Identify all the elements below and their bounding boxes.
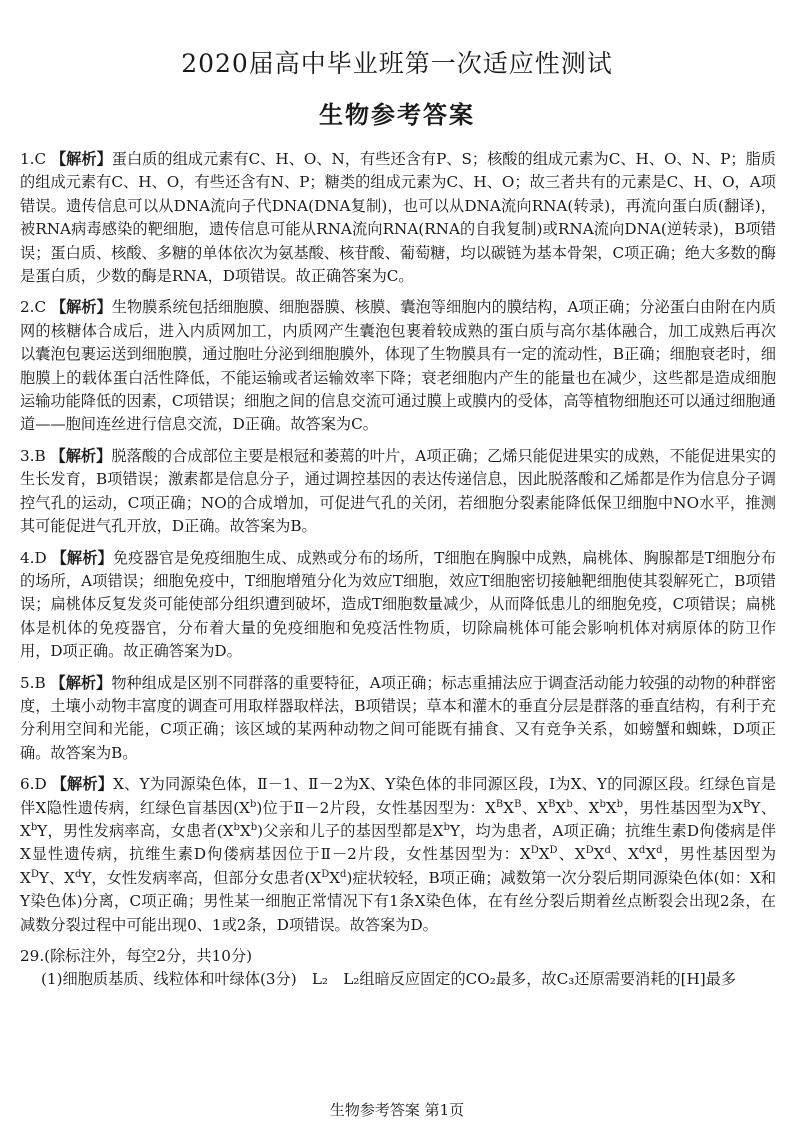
question-29-part-1: (1)细胞质基质、线粒体和叶绿体(3分) L₂ L₂组暗反应固定的CO₂最多，故C₃还原需要消耗的[H]最多 <box>41 970 737 989</box>
answer-item-29 <box>20 945 776 992</box>
page-title: 2020届高中毕业班第一次适应性测试 <box>181 49 613 78</box>
item-number: 3.B <box>20 446 46 465</box>
answer-item-6 <box>20 773 776 937</box>
analysis-tag: 【解析】 <box>51 548 113 567</box>
item-text: 蛋白质的组成元素有C、H、O、N，有些还含有P、S；核酸的组成元素为C、H、O、N、P；脂质的组成元素有C、H、O，有些还含有N、P；糖类的组成元素为C、H、O；故三者共有的元素是C、H、O，A项错误。遗传信息可以从DNA流向子代DNA(DNA复制)，也可以从DNA流向RNA(转录)，再流向蛋白质(翻译)，被RNA病毒感染的靶细胞，遗传信息可能从RNA流向RNA(RNA的自我复制)或RNA流向DNA(逆转录)，B项错误；蛋白质、核酸、多糖的单体依次为氨基酸、核苷酸、葡萄糖，均以碳链为基本骨架，C项正确；绝大多数的酶是蛋白质，少数的酶是RNA，D项错误。故正确答案为C。 <box>20 150 776 286</box>
item-text: X、Y为同源染色体，Ⅱ－1、Ⅱ－2为X、Y染色体的非同源区段，Ⅰ为X、Y的同源区段。红绿色盲是伴X隐性遗传病，红绿色盲基因$(X^b)$位于Ⅱ－2片段，女性基因型为：$X^BX^B$、$X^BX^b$、$X^bX^b$，男性基因型为$X^BY$、$X^bY$，男性发病率高，女患者$(X^bX^b)$父亲和儿子的基因型都是$X^bY$，均为患者，A项正确；抗维生素D佝偻病是伴X显性遗传病，抗维生素D佝偻病基因位于Ⅱ－2片段，女性基因型为：$X^DX^D$、$X^DX^d$、$X^dX^d$，男性基因型为$X^DY$、$X^dY$，女性发病率高，但部分女患者$(X^DX^d)$症状较轻，B项正确；减数第一次分裂后期同源染色体(如：X和Y染色体)分离，C项正确；男性某一细胞正常情况下有1条X染色体，在有丝分裂后期着丝点断裂会出现2条，在减数分裂过程中可能出现0、1或2条，D项错误。故答案为D。 <box>20 775 777 934</box>
item-number: 4.D <box>20 548 47 567</box>
answer-item-1 <box>20 148 776 288</box>
item-number: 5.B <box>20 673 46 692</box>
page-subtitle: 生物参考答案 <box>319 100 475 129</box>
answer-item-5 <box>20 672 776 766</box>
analysis-tag: 【解析】 <box>50 298 112 317</box>
answer-item-2 <box>20 296 776 436</box>
analysis-tag: 【解析】 <box>51 775 114 794</box>
item-text: 脱落酸的合成部位主要是根冠和萎蔫的叶片，A项正确；乙烯只能促进果实的成熟，不能促进果实的生长发育，B项错误；激素都是信息分子，通过调控基因的表达传递信息，因此脱落酸和乙烯都是作为信息分子调控气孔的运动，C项正确；NO的合成增加，可促进气孔的关闭，若细胞分裂素能降低保卫细胞中NO水平，推测其可能促进气孔开放，D正确。故答案为B。 <box>20 446 777 536</box>
item-text: 免疫器官是免疫细胞生成、成熟或分布的场所，T细胞在胸腺中成熟，扁桃体、胸腺都是T细胞分布的场所，A项错误；细胞免疫中，T细胞增殖分化为效应T细胞，效应T细胞密切接触靶细胞使其裂解死亡，B项错误；扁桃体反复发炎可能使部分组织遭到破坏，造成T细胞数量减少，从而降低患儿的细胞免疫，C项错误；扁桃体是机体的免疫器官，分布着大量的免疫细胞和免疫活性物质，切除扁桃体可能会影响机体对病原体的防卫作用，D项正确。故正确答案为D。 <box>20 548 777 661</box>
answer-item-3 <box>20 445 776 539</box>
item-number: 1.C <box>20 150 47 168</box>
item-text: 物种组成是区别不同群落的重要特征，A项正确；标志重捕法应于调查活动能力较强的动物的种群密度，土壤小动物丰富度的调查可用取样器取样法，B项错误；草本和灌木的垂直分层是群落的垂直结构，有利于充分利用空间和光能，C项正确；该区域的某两种动物之间可能既有捕食、又有竞争关系，如螃蟹和蜘蛛，D项正确。故答案为B。 <box>20 673 777 762</box>
analysis-tag: 【解析】 <box>50 150 112 168</box>
item-number: 6.D <box>20 775 47 794</box>
page-footer: 生物参考答案 第1页 <box>329 1101 465 1119</box>
analysis-tag: 【解析】 <box>50 446 112 465</box>
answer-body <box>20 148 776 1000</box>
answer-item-4 <box>20 547 776 664</box>
item-number: 2.C <box>20 298 47 317</box>
analysis-tag: 【解析】 <box>50 673 112 692</box>
item-text: 生物膜系统包括细胞膜、细胞器膜、核膜、囊泡等细胞内的膜结构，A项正确；分泌蛋白由附在内质网的核糖体合成后，进入内质网加工，内质网产生囊泡包裹着较成熟的蛋白质与高尔基体融合，加工成熟后再次以囊泡包裹运送到细胞膜，通过胞吐分泌到细胞膜外，体现了生物膜具有一定的流动性，B正确；细胞衰老时，细胞膜上的载体蛋白活性降低，不能运输或者运输效率下降；衰老细胞内产生的能量也在减少，这些都是造成细胞运输功能降低的因素，C项错误；细胞之间的信息交流可通过膜上或膜内的受体，高等植物细胞还可以通过细胞通道——胞间连丝进行信息交流，D正确。故答案为C。 <box>20 298 777 434</box>
question-29-header: 29.(除标注外，每空2分，共10分) <box>20 947 253 965</box>
